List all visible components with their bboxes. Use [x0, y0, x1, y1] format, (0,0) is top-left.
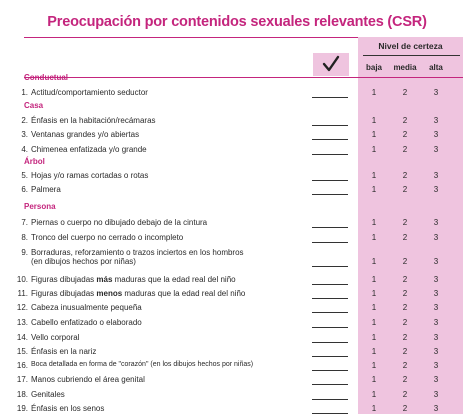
- check-blank[interactable]: [312, 342, 348, 343]
- check-blank[interactable]: [312, 139, 348, 140]
- item-text: Hojas y/o ramas cortadas o rotas: [31, 171, 149, 180]
- certainty-option-baja[interactable]: 1: [371, 218, 377, 227]
- certainty-option-media[interactable]: 2: [402, 361, 408, 370]
- item-text: Manos cubriendo el área genital: [31, 375, 145, 384]
- certainty-option-alta[interactable]: 3: [433, 257, 439, 266]
- certainty-option-alta[interactable]: 3: [433, 347, 439, 356]
- item-text: Énfasis en la habitación/recámaras: [31, 116, 156, 125]
- certainty-option-media[interactable]: 2: [402, 233, 408, 242]
- certainty-option-alta[interactable]: 3: [433, 390, 439, 399]
- check-blank[interactable]: [312, 180, 348, 181]
- item-text-emphasis: más: [96, 275, 113, 284]
- item-number: 1.: [21, 88, 28, 97]
- certainty-option-media[interactable]: 2: [402, 404, 408, 413]
- certainty-option-baja[interactable]: 1: [371, 275, 377, 284]
- certainty-option-baja[interactable]: 1: [371, 233, 377, 242]
- column-alta: alta: [429, 63, 443, 72]
- certainty-option-media[interactable]: 2: [402, 275, 408, 284]
- certainty-option-alta[interactable]: 3: [433, 130, 439, 139]
- item-text: Ventanas grandes y/o abiertas: [31, 130, 140, 139]
- check-blank[interactable]: [312, 266, 348, 267]
- check-blank[interactable]: [312, 242, 348, 243]
- check-blank[interactable]: [312, 370, 348, 371]
- certainty-option-media[interactable]: 2: [402, 390, 408, 399]
- certainty-option-baja[interactable]: 1: [371, 145, 377, 154]
- certainty-option-baja[interactable]: 1: [371, 171, 377, 180]
- certainty-option-alta[interactable]: 3: [433, 289, 439, 298]
- item-text: Genitales: [31, 390, 65, 399]
- certainty-option-baja[interactable]: 1: [371, 318, 377, 327]
- item-number: 6.: [21, 185, 28, 194]
- item-number: 13.: [16, 318, 28, 327]
- certainty-option-baja[interactable]: 1: [371, 130, 377, 139]
- certainty-option-baja[interactable]: 1: [371, 88, 377, 97]
- item-number: 17.: [16, 375, 28, 384]
- certainty-option-alta[interactable]: 3: [433, 116, 439, 125]
- certainty-option-baja[interactable]: 1: [371, 361, 377, 370]
- certainty-option-media[interactable]: 2: [402, 185, 408, 194]
- certainty-option-media[interactable]: 2: [402, 218, 408, 227]
- item-number: 12.: [16, 303, 28, 312]
- item-number: 4.: [21, 145, 28, 154]
- item-number: 11.: [17, 289, 28, 298]
- check-blank[interactable]: [312, 356, 348, 357]
- check-blank[interactable]: [312, 384, 348, 385]
- certainty-heading: Nivel de certeza: [378, 41, 443, 51]
- item-number: 15.: [16, 347, 28, 356]
- certainty-option-media[interactable]: 2: [402, 145, 408, 154]
- section-arbol: Árbol: [24, 157, 45, 166]
- item-number: 16.: [16, 361, 28, 370]
- certainty-option-media[interactable]: 2: [402, 375, 408, 384]
- item-number: 10.: [16, 275, 28, 284]
- certainty-option-alta[interactable]: 3: [433, 404, 439, 413]
- check-blank[interactable]: [312, 312, 348, 313]
- certainty-option-alta[interactable]: 3: [433, 185, 439, 194]
- page-title: Preocupación por contenidos sexuales relevantes (CSR): [47, 14, 427, 30]
- certainty-option-alta[interactable]: 3: [433, 333, 439, 342]
- certainty-option-baja[interactable]: 1: [371, 347, 377, 356]
- item-text-part: maduras que la edad real del niño: [122, 289, 246, 298]
- check-blank[interactable]: [312, 399, 348, 400]
- certainty-option-media[interactable]: 2: [402, 171, 408, 180]
- checkmark-icon: [321, 54, 341, 74]
- item-text: [31, 275, 311, 284]
- item-number: 14.: [16, 333, 28, 342]
- certainty-option-alta[interactable]: 3: [433, 171, 439, 180]
- item-text-part: Figuras dibujadas: [31, 289, 97, 298]
- column-media: media: [393, 63, 417, 72]
- check-blank[interactable]: [312, 154, 348, 155]
- item-number: 9.: [21, 248, 28, 257]
- section-conductual: Conductual: [24, 73, 68, 82]
- section-casa: Casa: [24, 101, 44, 110]
- certainty-option-baja[interactable]: 1: [371, 333, 377, 342]
- certainty-option-media[interactable]: 2: [402, 289, 408, 298]
- certainty-heading-rule: [363, 55, 460, 56]
- certainty-option-alta[interactable]: 3: [433, 233, 439, 242]
- certainty-option-baja[interactable]: 1: [371, 404, 377, 413]
- item-text-continuation: (en dibujos hechos por niñas): [31, 257, 136, 266]
- check-blank[interactable]: [312, 284, 348, 285]
- certainty-option-media[interactable]: 2: [402, 130, 408, 139]
- certainty-option-baja[interactable]: 1: [371, 375, 377, 384]
- check-blank[interactable]: [312, 194, 348, 195]
- check-blank[interactable]: [312, 327, 348, 328]
- certainty-option-media[interactable]: 2: [402, 116, 408, 125]
- certainty-option-alta[interactable]: 3: [433, 218, 439, 227]
- certainty-option-alta[interactable]: 3: [433, 145, 439, 154]
- certainty-option-baja[interactable]: 1: [371, 116, 377, 125]
- item-text: Palmera: [31, 185, 61, 194]
- certainty-option-alta[interactable]: 3: [433, 275, 439, 284]
- item-text-part: maduras que la edad real del niño: [112, 275, 236, 284]
- item-text: Énfasis en la nariz: [31, 347, 97, 356]
- certainty-option-alta[interactable]: 3: [433, 361, 439, 370]
- item-number: 7.: [21, 218, 28, 227]
- certainty-option-media[interactable]: 2: [402, 347, 408, 356]
- item-text: Actitud/comportamiento seductor: [31, 88, 148, 97]
- certainty-option-baja[interactable]: 1: [371, 303, 377, 312]
- item-text: Chimenea enfatizada y/o grande: [31, 145, 147, 154]
- certainty-option-media[interactable]: 2: [402, 303, 408, 312]
- item-text-part: Figuras dibujadas: [31, 275, 97, 284]
- item-text: Boca detallada en forma de "corazón" (en los dibujos hechos por niñas): [31, 361, 254, 368]
- item-text: Cabeza inusualmente pequeña: [31, 303, 142, 312]
- header-rule: [24, 77, 463, 78]
- certainty-option-baja[interactable]: 1: [371, 390, 377, 399]
- item-number: 5.: [21, 171, 28, 180]
- item-text: Cabello enfatizado o elaborado: [31, 318, 142, 327]
- item-number: 19.: [16, 404, 28, 413]
- item-number: 8.: [21, 233, 28, 242]
- certainty-option-baja[interactable]: 1: [371, 185, 377, 194]
- check-blank[interactable]: [312, 97, 348, 98]
- certainty-option-media[interactable]: 2: [402, 88, 408, 97]
- certainty-option-baja[interactable]: 1: [371, 289, 377, 298]
- certainty-option-baja[interactable]: 1: [371, 257, 377, 266]
- certainty-option-alta[interactable]: 3: [433, 88, 439, 97]
- item-text: Vello corporal: [31, 333, 80, 342]
- check-blank[interactable]: [312, 298, 348, 299]
- certainty-option-alta[interactable]: 3: [433, 303, 439, 312]
- certainty-option-media[interactable]: 2: [402, 257, 408, 266]
- item-number: 18.: [16, 390, 28, 399]
- certainty-option-media[interactable]: 2: [402, 318, 408, 327]
- item-number: 3.: [21, 130, 28, 139]
- check-blank[interactable]: [312, 227, 348, 228]
- item-text: Énfasis en los senos: [31, 404, 105, 413]
- item-text: Tronco del cuerpo no cerrado o incompleto: [31, 233, 184, 242]
- section-persona: Persona: [24, 202, 56, 211]
- column-baja: baja: [365, 63, 382, 72]
- item-number: 2.: [21, 116, 28, 125]
- certainty-option-media[interactable]: 2: [402, 333, 408, 342]
- certainty-option-alta[interactable]: 3: [433, 375, 439, 384]
- certainty-option-alta[interactable]: 3: [433, 318, 439, 327]
- check-blank[interactable]: [312, 125, 348, 126]
- item-text: Borraduras, reforzamiento o trazos inciertos en los hombros: [31, 248, 244, 257]
- item-text: Piernas o cuerpo no dibujado debajo de la cintura: [31, 218, 208, 227]
- item-text-emphasis: menos: [96, 289, 123, 298]
- item-text: [31, 289, 311, 298]
